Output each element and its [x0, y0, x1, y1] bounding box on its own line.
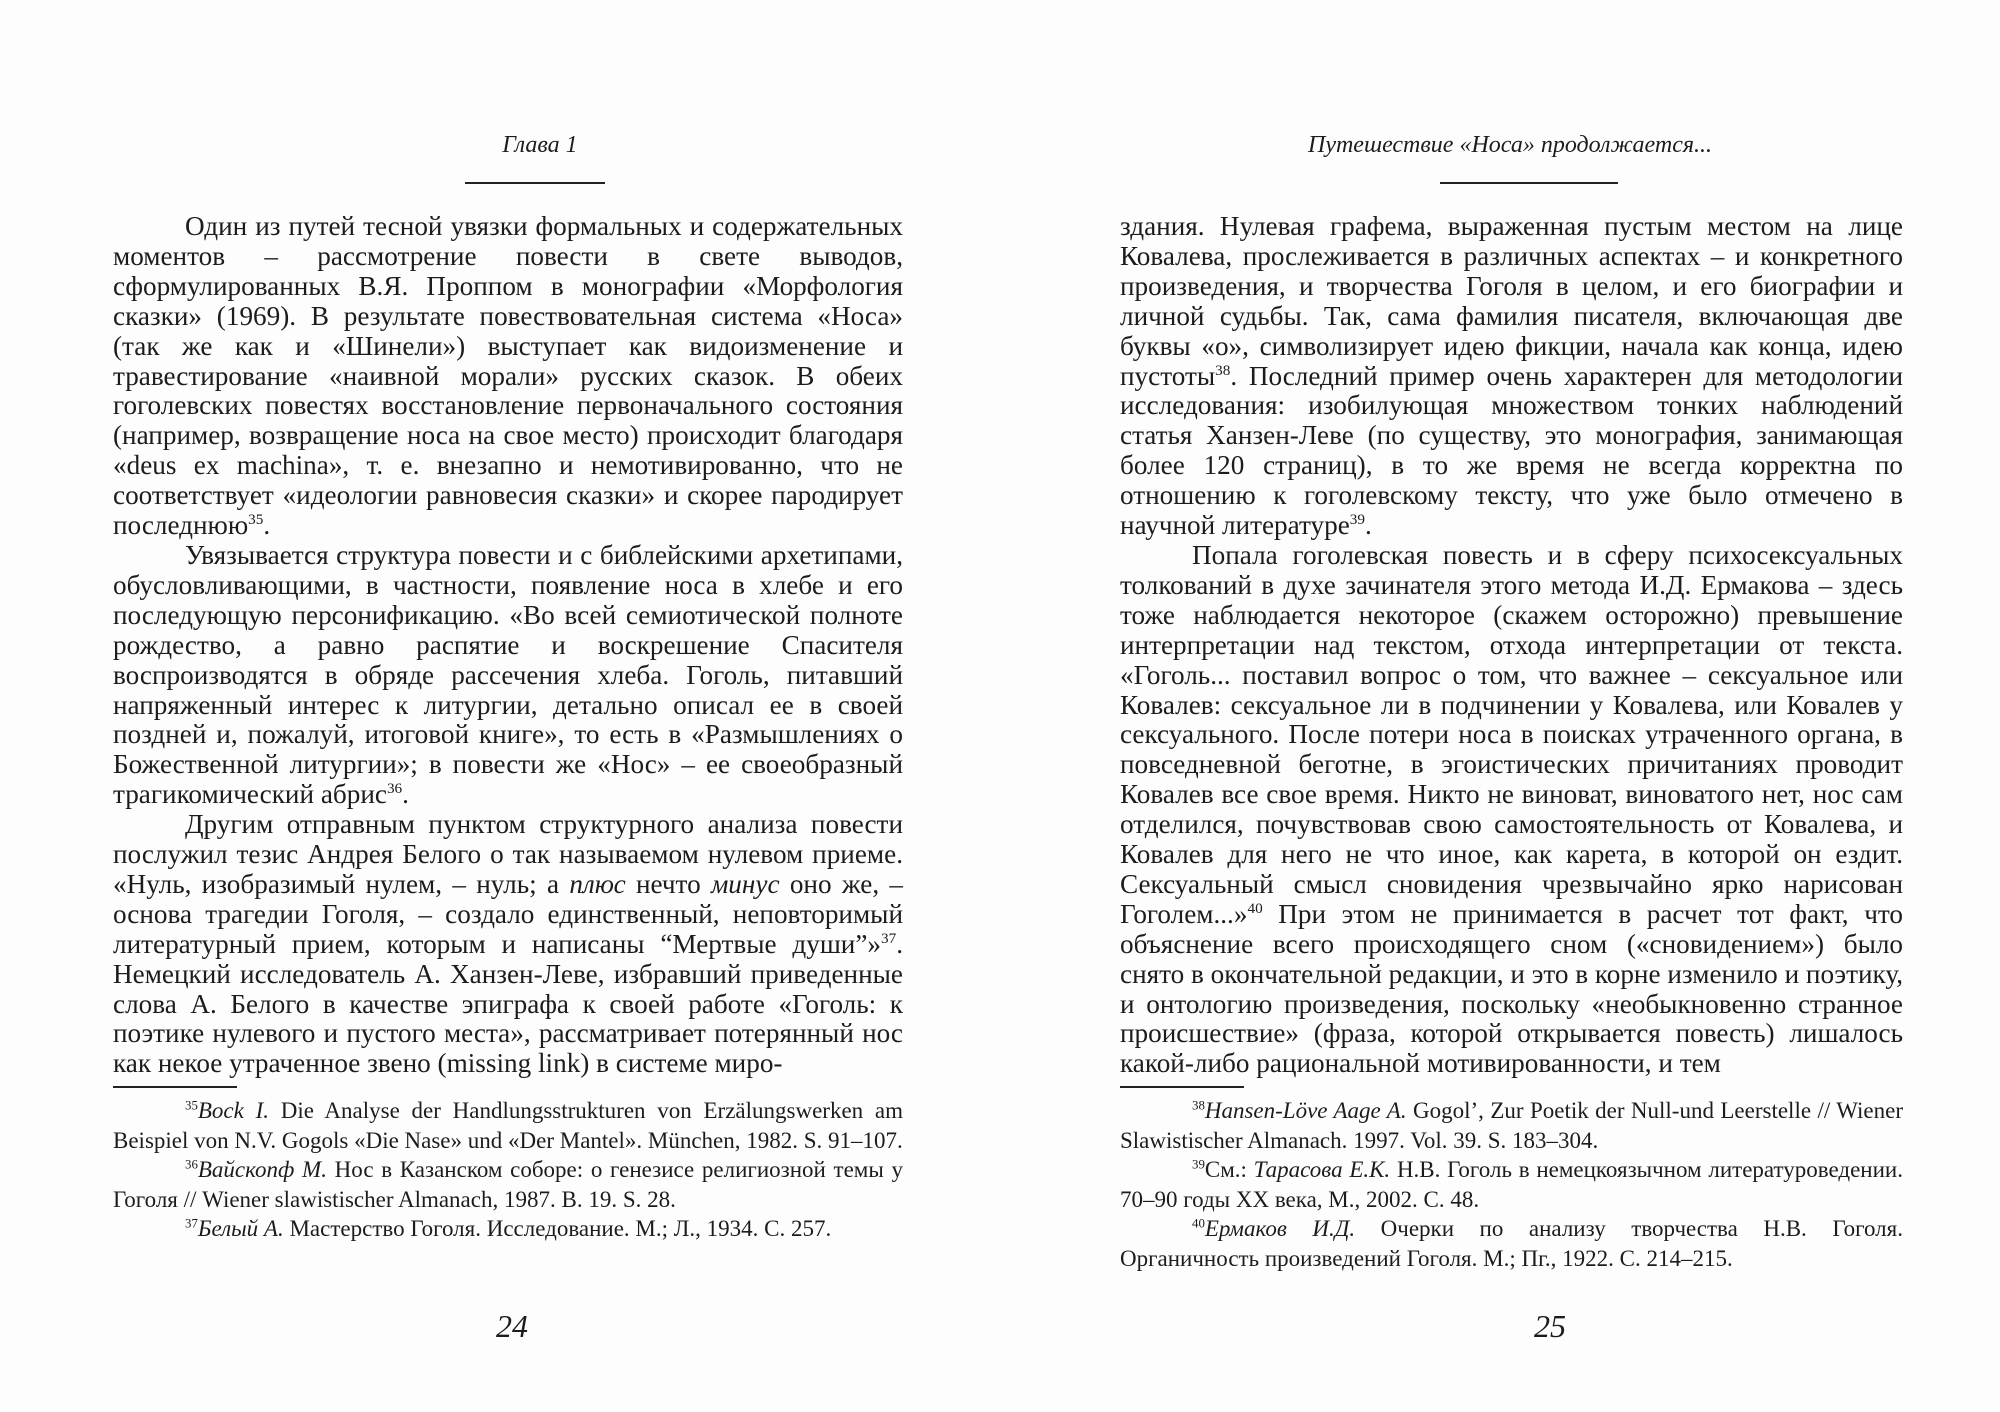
emphasis: минус	[710, 868, 780, 899]
text-run: нечто	[625, 868, 711, 899]
footnote-ref: 37	[880, 929, 897, 947]
footnote	[113, 1214, 903, 1244]
footnote	[113, 1096, 903, 1155]
text-run: . Немецкий исследователь А. Ханзен-Леве, избравший приведенные слова А. Белого в качестве эпиграфа к своей работе «Гоголь: к поэтике нулевого и пустого места», рассматривает потерянный нос как некое утраченное звено (missing link) в системе миро-	[113, 928, 903, 1079]
footnote-number: 37	[185, 1216, 198, 1231]
footnote-number: 38	[1192, 1098, 1205, 1113]
text-run: оно же, – основа трагедии Гоголя, – создало единственный, неповторимый литературный прием, которым и написаны “Мертвые души”»	[113, 868, 903, 959]
footnote	[1120, 1096, 1903, 1155]
footnote-author: Вайскопф М.	[197, 1157, 327, 1182]
emphasis: плюс	[569, 868, 626, 899]
footnote-text: Мастерство Гоголя. Исследование. М.; Л., 1934. С. 257.	[283, 1216, 832, 1241]
footnote-number: 40	[1192, 1216, 1205, 1231]
page-number: 25	[1534, 1308, 1566, 1344]
footnote-ref: 38	[1215, 361, 1231, 379]
body-text	[1120, 212, 1903, 1079]
text-run: .	[402, 779, 409, 810]
footnote-text: Die Analyse der Handlungsstrukturen von Erzälungswerken am Beispiel von N.V. Gogols «Die Nase» und «Der Mantel». München, 1982. S. 91–107.	[113, 1098, 903, 1153]
footnote-number: 39	[1192, 1157, 1205, 1172]
footnote-number: 35	[185, 1098, 198, 1113]
paragraph	[113, 541, 903, 810]
text-run: Другим отправным пунктом структурного анализа повести послужил тезис Андрея Белого о так называемом нулевом приеме. «Нуль, изобразимый нулем, – нуль; а	[113, 809, 903, 899]
footnote-ref: 35	[248, 511, 264, 528]
footnote-author: Тарасова Е.К.	[1253, 1157, 1391, 1182]
page-number: 24	[496, 1308, 528, 1344]
footnote	[1120, 1155, 1903, 1214]
footnotes	[113, 1096, 903, 1244]
footnote-text: Gogol’, Zur Poetik der Null-und Leerstelle // Wiener Slawistischer Almanach. 1997. Vol. 39. S. 183–304.	[1120, 1098, 1903, 1153]
footnote-text: Н.В. Гоголь в немецкоязычном литературоведении. 70–90 годы XX века, М., 2002. С. 48.	[1120, 1157, 1903, 1212]
footnote-rule	[113, 1086, 237, 1088]
paragraph	[1120, 212, 1903, 541]
right-page	[1000, 0, 2000, 1412]
footnote-number: 36	[185, 1157, 198, 1172]
running-head: Путешествие «Носа» продолжается...	[1307, 132, 1712, 158]
footnote	[1120, 1214, 1903, 1273]
footnote-ref: 40	[1247, 899, 1263, 917]
footnotes	[1120, 1096, 1903, 1273]
running-head: Глава 1	[502, 132, 578, 158]
footnote-author: Белый А.	[197, 1216, 284, 1241]
header-rule	[1440, 182, 1618, 184]
text-run: .	[1365, 510, 1372, 541]
paragraph	[113, 212, 903, 541]
header-rule	[465, 182, 605, 184]
footnote-ref: 36	[386, 780, 403, 798]
footnote	[113, 1155, 903, 1214]
paragraph	[113, 810, 903, 1079]
footnote-rule	[1120, 1086, 1244, 1088]
text-run: При этом не принимается в расчет тот факт, что объяснение всего происходящего сном («сновидением») было снято в окончательной редакции, и это в корне изменило и поэтику, и онтологию произведения, поскольку «необыкновенно странное происшествие» (фраза, которой открывается повесть) лишалось какой-либо рациональной мотивированности, и тем	[1120, 898, 1903, 1079]
body-text	[113, 212, 903, 1079]
footnote-ref: 39	[1349, 511, 1366, 528]
text-run: Увязывается структура повести и с библейскими архетипами, обусловливающими, в частности, появление носа в хлебе и его последующую персонификацию. «Во всей семиотической полноте рождество, а равно распятие и воскрешение Спасителя воспроизводятся в обряде рассечения хлеба. Гоголь, питавший напряженный интерес к литургии, детально описал ее в своей поздней и, пожалуй, итоговой книге», то есть в «Размышлениях о Божественной литургии»; в повести же «Нос» – ее своеобразный трагикомический абрис	[113, 539, 903, 810]
paragraph	[1120, 541, 1903, 1079]
footnote-author: Bock I.	[197, 1098, 269, 1123]
footnote-prefix: См.:	[1204, 1157, 1254, 1182]
text-run: здания. Нулевая графема, выраженная пустым местом на лице Ковалева, прослеживается в различных аспектах – и конкретного произведения, и творчества Гоголя в целом, и его биографии и личной судьбы. Так, сама фамилия писателя, включающая две буквы «о», символизирует идею фикции, начала как конца, идею пустоты	[1120, 211, 1903, 391]
footnote-text: Нос в Казанском соборе: о генезисе религиозной темы у Гоголя // Wiener slawistischer Almanach, 1987. B. 19. S. 28.	[113, 1157, 903, 1212]
footnote-author: Hansen-Löve Aage A.	[1204, 1098, 1407, 1123]
text-run: Один из путей тесной увязки формальных и содержательных моментов – рассмотрение повести в свете выводов, сформулированных В.Я. Проппом в монографии «Морфология сказки» (1969). В результате повествовательная система «Носа» (так же как и «Шинели») выступает как видоизменение и травестирование «наивной морали» русских сказок. В обеих гоголевских повестях восстановление первоначального состояния (например, возвращение носа на свое место) происходит благодаря «deus ex machina», т. е. внезапно и немотивированно, что не соответствует «идеологии равновесия сказки» и скорее пародирует последнюю	[113, 211, 903, 541]
footnote-author: Ермаков И.Д.	[1204, 1216, 1356, 1241]
text-run: .	[263, 510, 271, 541]
text-run: . Последний пример очень характерен для методологии исследования: изобилующая множеством тонких наблюдений статья Ханзен-Леве (по существу, это монография, занимающая более 120 страниц), в то же время не всегда корректна по отношению к гоголевскому тексту, что уже было отмечено в научной литературе	[1120, 360, 1903, 541]
footnote-text: Очерки по анализу творчества Н.В. Гоголя. Органичность произведений Гоголя. М.; Пг., 1922. С. 214–215.	[1120, 1216, 1903, 1271]
text-run: Попала гоголевская повесть и в сферу психосексуальных толкований в духе зачинателя этого метода И.Д. Ермакова – здесь тоже наблюдается некоторое (скажем осторожно) превышение интерпретации над текстом, отхода интерпретации от текста. «Гоголь... поставил вопрос о том, что важнее – сексуальное или Ковалев: сексуальное ли в подчинении у Ковалева, или Ковалев у сексуального. После потери носа в поисках утраченного органа, в повседневной беготне, в эгоистических причитаниях проводит Ковалев все свое время. Никто не виноват, виноватого нет, нос сам отделился, почувствовав свою самостоятельность от Ковалева, и Ковалев для него не что иное, как карета, в которой он ездит. Сексуальный смысл сновидения чрезвычайно ярко нарисован Гоголем...»	[1120, 539, 1903, 929]
